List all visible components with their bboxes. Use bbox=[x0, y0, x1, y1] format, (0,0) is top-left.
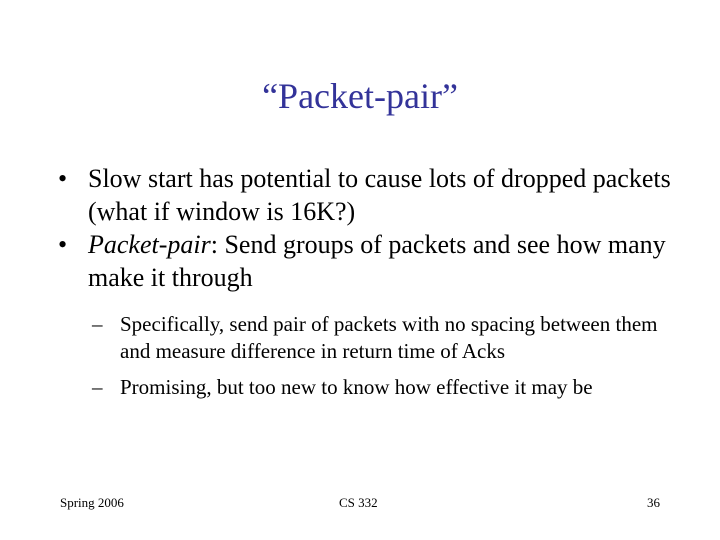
subbullet-item bbox=[92, 374, 692, 401]
slide-title: “Packet-pair” bbox=[262, 76, 458, 116]
footer-course: CS 332 bbox=[339, 495, 378, 510]
bullet-emphasis: Packet-pair bbox=[88, 230, 211, 259]
subbullet-text: Promising, but too new to know how effective it may be bbox=[120, 375, 593, 399]
footer-date: Spring 2006 bbox=[60, 495, 124, 510]
subbullet-marker: – bbox=[92, 312, 103, 336]
footer-page-number: 36 bbox=[647, 495, 660, 510]
subbullet-marker: – bbox=[92, 375, 103, 399]
bullet-list bbox=[58, 162, 698, 294]
bullet-text: : Send groups of packets and see how many make it through bbox=[88, 230, 666, 292]
bullet-text: Slow start has potential to cause lots of dropped packets (what if window is 16K?) bbox=[88, 164, 671, 226]
bullet-marker: • bbox=[58, 164, 68, 193]
subbullet-list bbox=[92, 311, 692, 410]
bullet-item bbox=[58, 228, 698, 294]
subbullet-item bbox=[92, 311, 692, 365]
bullet-item bbox=[58, 162, 698, 228]
bullet-marker: • bbox=[58, 230, 68, 259]
subbullet-text: Specifically, send pair of packets with no spacing between them and measure difference in return time of Acks bbox=[120, 312, 658, 363]
